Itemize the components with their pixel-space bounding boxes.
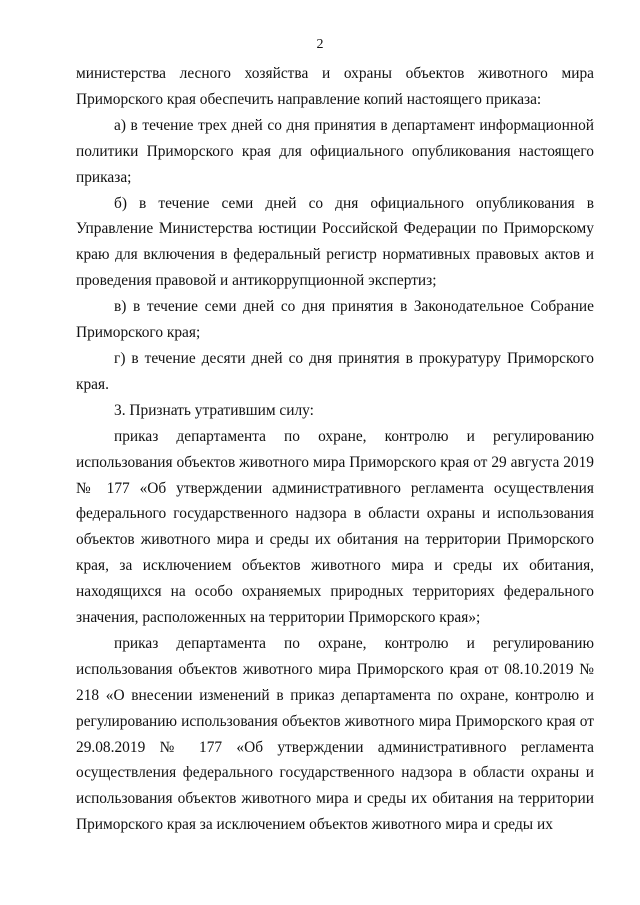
paragraph-item-g: г) в течение десяти дней со дня принятия в прокуратуру Приморского края. <box>76 349 594 393</box>
paragraph-item-v: в) в течение семи дней со дня принятия в Законодательное Собрание Приморского края; <box>76 298 594 342</box>
document-body <box>76 61 594 838</box>
paragraph-1: министерства лесного хозяйства и охраны объектов животного мира Приморского края обеспечить направление копий настоящего приказа: <box>76 65 594 108</box>
paragraph-section-3: 3. Признать утратившим силу: <box>114 401 314 419</box>
page-number: 2 <box>316 37 324 52</box>
paragraph-item-a: а) в течение трех дней со дня принятия в департамент информационной политики Приморского края для официального опубликования настоящего приказа; <box>76 116 594 186</box>
paragraph-order-177: приказ департамента по охране, контролю и регулированию использования объектов животного мира Приморского края от 29 августа 2019 № 177 «Об утверждении административного регламента осуществления федерального государственного надзора в области охраны и использования объектов животного мира и среды их обитания на территории Приморского края, за исключением объектов животного мира и среды их обитания, находящихся на особо охраняемых природных территориях федерального значения, расположенных на территории Приморского края»; <box>76 427 594 627</box>
paragraph-order-218: приказ департамента по охране, контролю и регулированию использования объектов животного мира Приморского края от 08.10.2019 № 218 «О внесении изменений в приказ департамента по охране, контролю и регулированию использования объектов животного мира Приморского края от 29.08.2019 № 177 «Об утверждении административного регламента осуществления федерального государственного надзора в области охраны и использования объектов животного мира и среды их обитания на территории Приморского края за исключением объектов животного мира и среды их <box>76 634 594 834</box>
paragraph-item-b: б) в течение семи дней со дня официального опубликования в Управление Министерства юстиции Российской Федерации по Приморскому краю для включения в федеральный регистр нормативных правовых актов и проведения правовой и антикоррупционной экспертиз; <box>76 194 594 290</box>
